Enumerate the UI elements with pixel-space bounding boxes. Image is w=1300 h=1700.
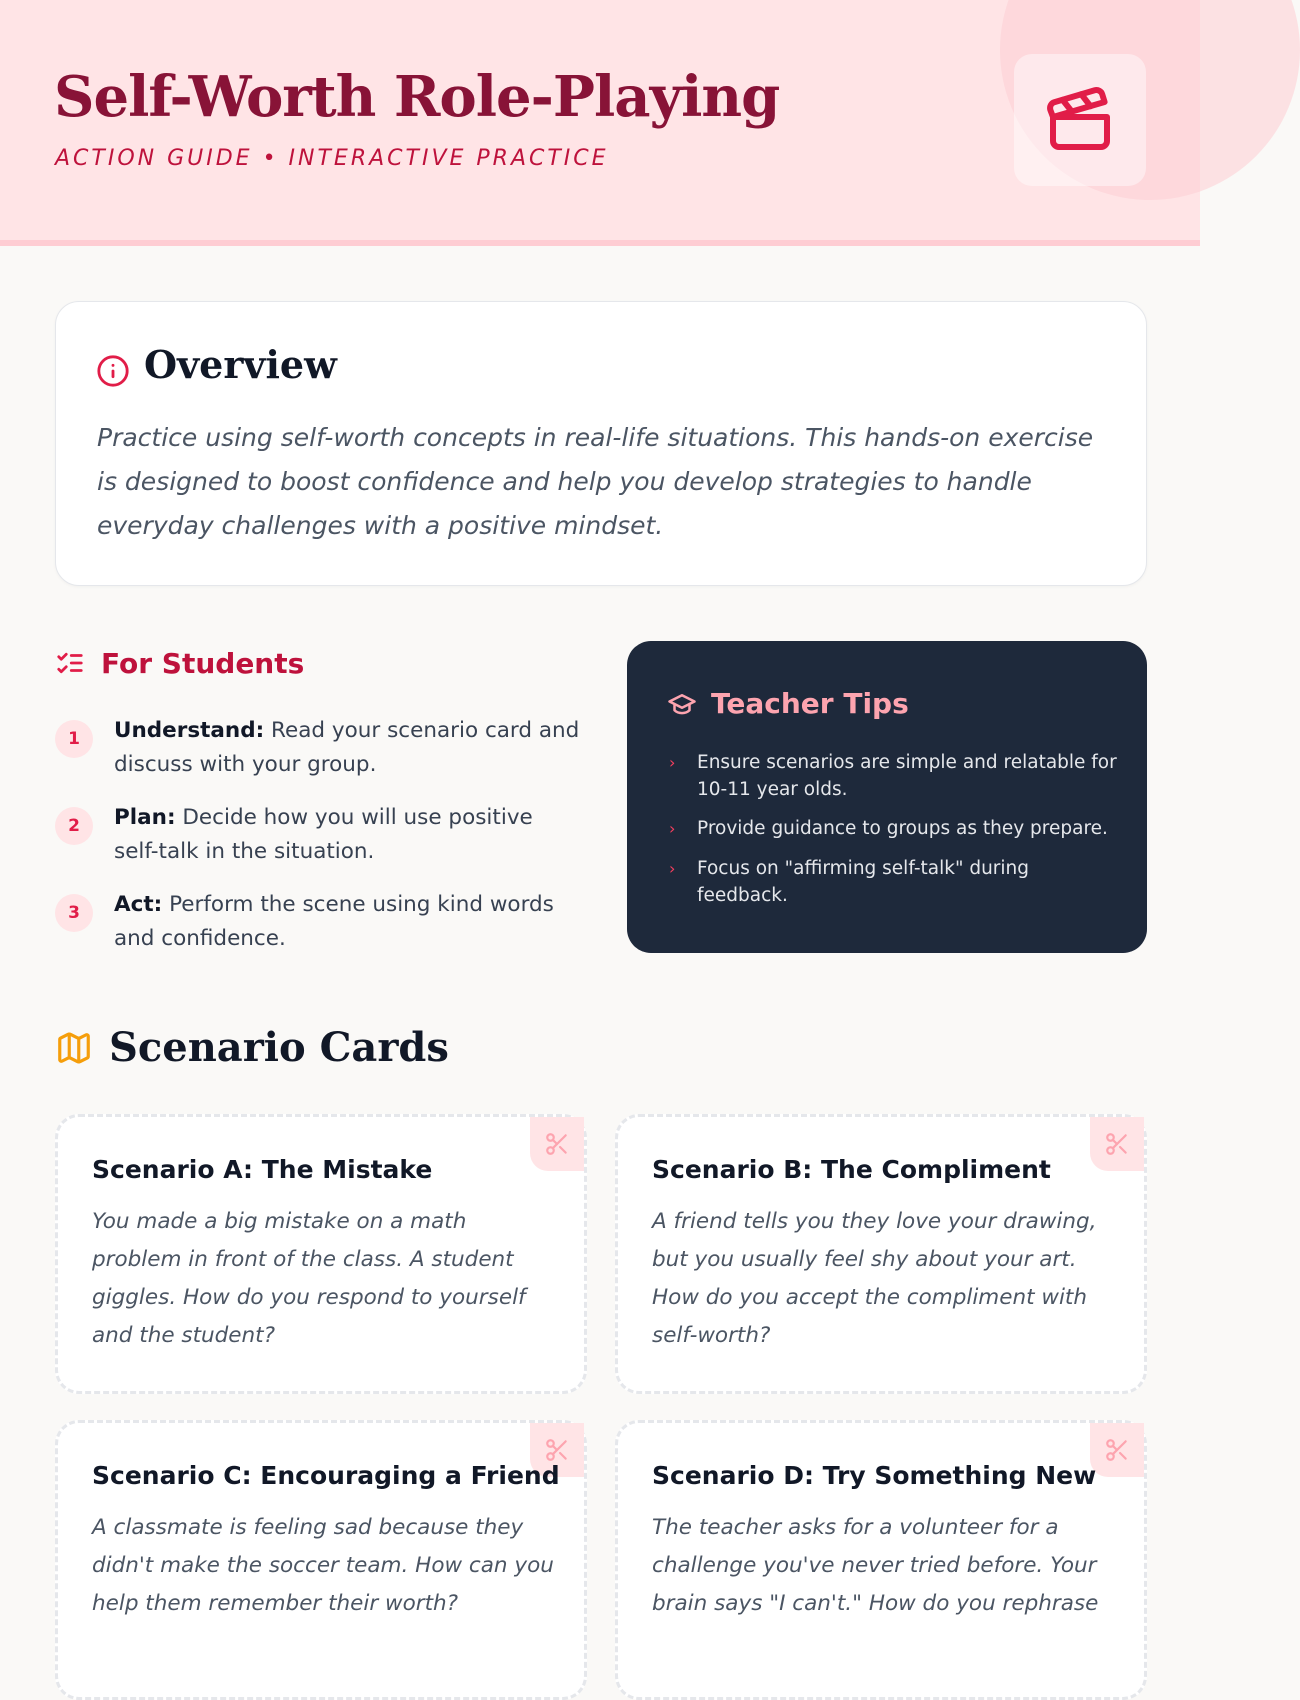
page-header	[0, 0, 1200, 246]
tip-text: Focus on "affirming self-talk" during feedback.	[697, 858, 1030, 906]
scenarios-title: Scenario Cards	[109, 1024, 449, 1071]
page-title: Self-Worth Role-Playing	[54, 64, 780, 130]
overview-text: Practice using self-worth concepts in real-life situations. This hands-on exercise is designed to boost confidence and help you develop strategies to handle everyday challenges with a positive mindset.	[97, 423, 1094, 540]
scenario-card	[55, 1420, 587, 1700]
scissors-icon	[544, 1437, 570, 1463]
step-label: Plan:	[114, 805, 176, 830]
scenario-title: Scenario A: The Mistake	[92, 1155, 433, 1184]
students-heading	[55, 645, 304, 681]
chevron-right-icon: ›	[669, 859, 676, 878]
scissors-icon	[1104, 1131, 1130, 1157]
graduation-cap-icon	[667, 689, 697, 719]
chevron-right-icon: ›	[669, 753, 676, 772]
scenario-card	[615, 1420, 1147, 1700]
clapperboard-icon	[1044, 84, 1116, 156]
step-description: Perform the scene using kind words and confidence.	[114, 892, 554, 951]
step-number: 3	[55, 894, 93, 932]
step-label: Understand:	[114, 718, 265, 743]
map-icon	[55, 1029, 93, 1067]
info-icon	[96, 354, 130, 388]
scenario-text: The teacher asks for a volunteer for a challenge you've never tried before. Your brain says "I can't." How do you rephrase	[652, 1515, 1099, 1616]
step-text	[114, 714, 584, 782]
students-title: For Students	[101, 646, 305, 680]
tips-title: Teacher Tips	[711, 687, 909, 720]
step-description: Read your scenario card and discuss with your group.	[114, 718, 580, 777]
overview-card	[55, 301, 1147, 586]
scenario-text: You made a big mistake on a math problem in front of the class. A student giggles. How do you respond to yourself and the student?	[92, 1209, 526, 1348]
overview-title: Overview	[144, 342, 337, 387]
card-corner	[1090, 1423, 1144, 1477]
step-description: Decide how you will use positive self-talk in the situation.	[114, 805, 533, 864]
tips-heading	[667, 687, 909, 720]
scenario-title: Scenario B: The Compliment	[652, 1155, 1051, 1184]
card-corner	[530, 1117, 584, 1171]
tip-text: Ensure scenarios are simple and relatable for 10-11 year olds.	[697, 752, 1117, 800]
step-text	[114, 801, 584, 869]
teacher-tips-card	[627, 641, 1147, 953]
step-label: Act:	[114, 892, 163, 917]
chevron-right-icon: ›	[669, 819, 676, 838]
scenario-title: Scenario D: Try Something New	[652, 1461, 1097, 1490]
scissors-icon	[1104, 1437, 1130, 1463]
scenario-text: A classmate is feeling sad because they didn't make the soccer team. How can you help them remember their worth?	[92, 1515, 554, 1616]
card-corner	[1090, 1117, 1144, 1171]
list-checks-icon	[55, 648, 85, 678]
scenario-title: Scenario C: Encouraging a Friend	[92, 1461, 560, 1490]
scenarios-heading	[55, 1024, 449, 1071]
scenario-text: A friend tells you they love your drawing, but you usually feel shy about your art. How do you accept the compliment with self-worth?	[652, 1209, 1097, 1348]
tip-text: Provide guidance to groups as they prepare.	[697, 818, 1108, 839]
scissors-icon	[544, 1131, 570, 1157]
step-text	[114, 888, 584, 956]
step-number: 2	[55, 807, 93, 845]
step-number: 1	[55, 720, 93, 758]
header-icon-box	[1014, 54, 1146, 186]
scenario-card	[55, 1114, 587, 1394]
page-subtitle: ACTION GUIDE • INTERACTIVE PRACTICE	[55, 146, 609, 171]
scenario-card	[615, 1114, 1147, 1394]
